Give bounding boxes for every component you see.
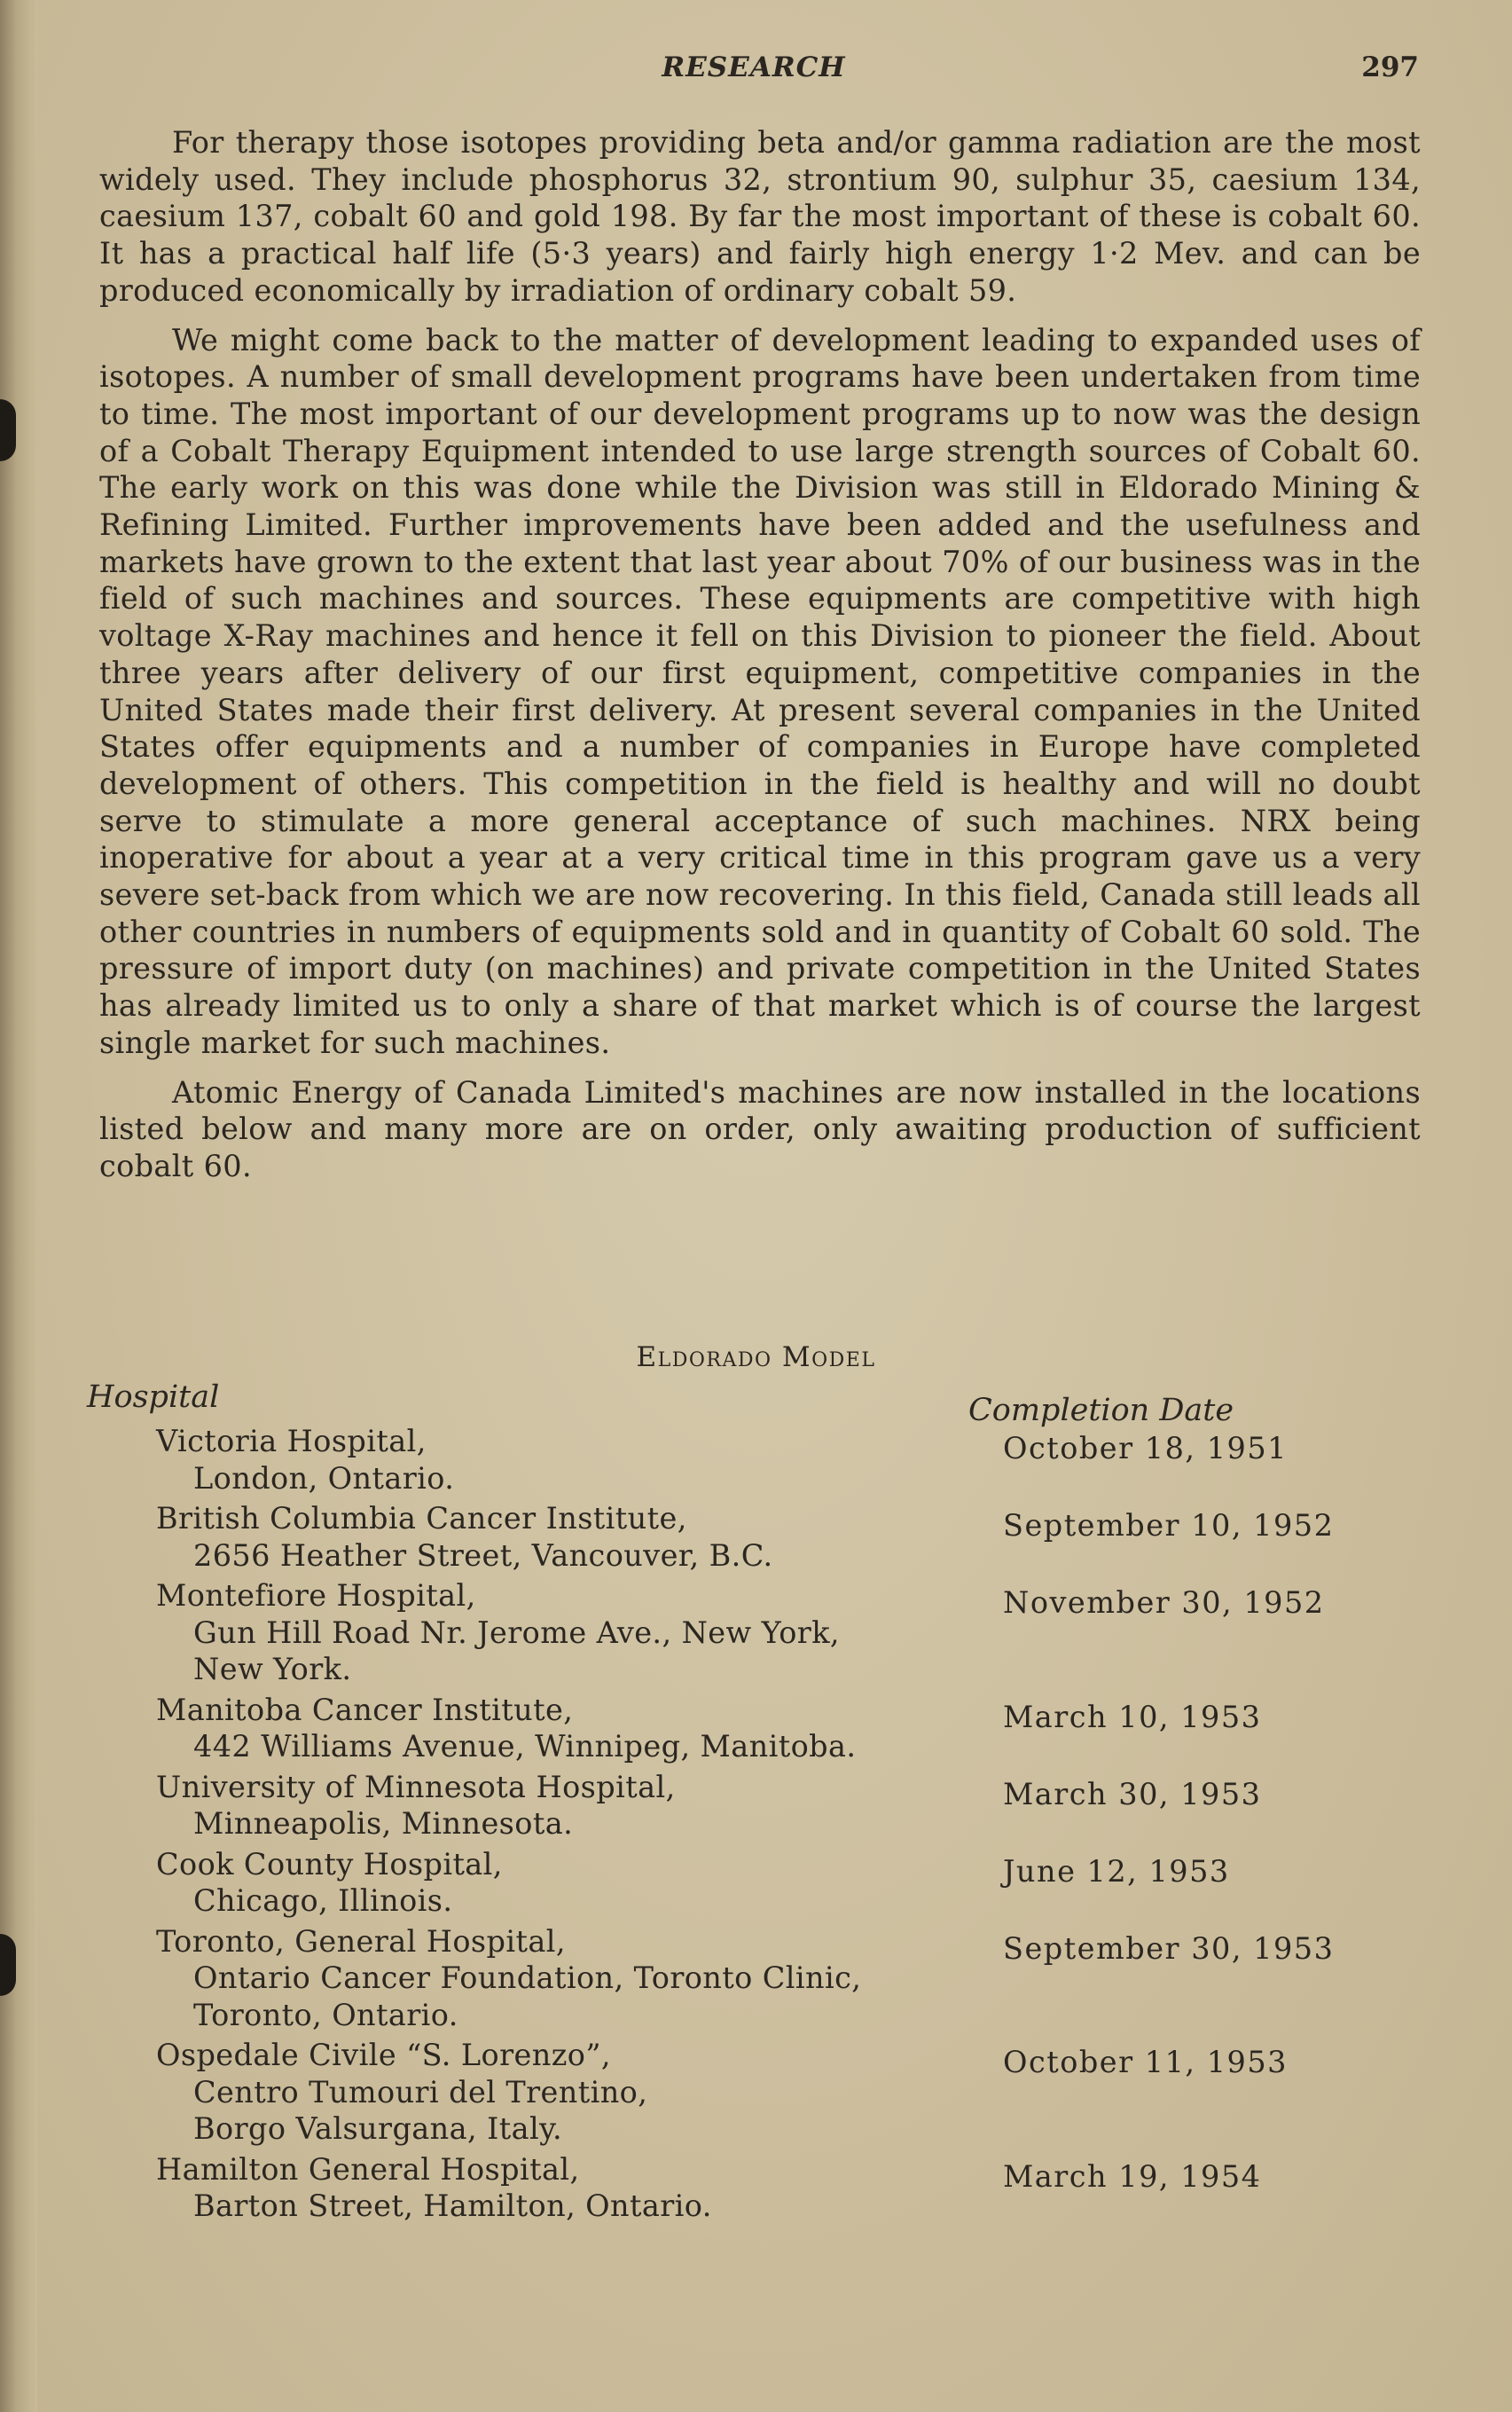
binding-gutter [0,0,37,2412]
hospital-entry [156,1923,1335,2034]
hospital-name: Montefiore Hospital, [156,1578,476,1613]
hospital-entry [156,1846,1327,1920]
hospital-name: Cook County Hospital, [156,1846,503,1882]
hospital-address [156,1769,972,1842]
hospital-entry [156,1577,1327,1688]
completion-date: June 12, 1953 [1003,1853,1230,1889]
completion-date: September 30, 1953 [1003,1930,1335,1966]
hospital-entry [156,1423,1327,1497]
column-header-completion-date: Completion Date [968,1393,1234,1428]
completion-date: March 19, 1954 [1003,2158,1262,2194]
hospital-name: Ospedale Civile “S. Lorenzo”, [156,2038,611,2072]
completion-date: November 30, 1952 [1003,1585,1325,1620]
completion-date: September 10, 1952 [1003,1508,1335,1543]
page-header [89,51,1419,96]
hospital-entry [156,1769,1327,1842]
body-text [99,124,1421,1198]
hospital-entry [156,1500,1335,1574]
paragraph: We might come back to the matter of development leading to expanded uses of isotopes. A number of small development programs have been undertaken from time to time. The most important of our development programs up to now was the design of a Cobalt Therapy Equipment intended to use large strength sources of Cobalt 60. The early work on this was done while the Division was still in Eldorado Mining & Refining Limited. Further improvements have been added and the usefulness and markets have grown to the extent that last year about 70% of our business was in the field of such machines and sources. These equipments are competitive with high voltage X-Ray machines and hence it fell on this Division to pioneer the field. About three years after delivery of our first equipment, competitive companies in the United States made their first delivery. At present several companies in the United States offer equipments and a number of companies in Europe have completed development of others. This competition in the field is healthy and will no doubt serve to stimulate a more general acceptance of such machines. NRX being inoperative for about a year at a very critical time in this program gave us a very severe set-back from which we are now recovering. In this field, Canada still leads all other countries in numbers of equipments sold and in quantity of Cobalt 60 sold. The pressure of import duty (on machines) and private competition in the United States has already limited us to only a share of that market which is of course the largest single market for such machines. [99,322,1421,1060]
hospital-address-line: Gun Hill Road Nr. Jerome Ave., New York, [193,1615,840,1650]
hospital-address [156,1692,972,1765]
table-title: Eldorado Model [636,1341,876,1373]
hospital-name: British Columbia Cancer Institute, [156,1501,687,1536]
hospital-entry [156,1692,1327,1765]
hospital-address [156,1423,972,1497]
binding-mark [0,1934,16,1996]
hospital-list [156,1423,1335,2228]
hospital-address [156,1500,972,1574]
hospital-address [156,1577,972,1688]
hospital-name: Toronto, General Hospital, [156,1923,566,1959]
hospital-address [156,2037,972,2148]
paragraph: Atomic Energy of Canada Limited's machines are now installed in the locations listed below and many more are on order, only awaiting production of sufficient cobalt 60. [99,1074,1421,1183]
completion-date: March 30, 1953 [1003,1776,1262,1811]
completion-date: March 10, 1953 [1003,1699,1262,1734]
hospital-address-line: Toronto, Ontario. [193,1997,458,2032]
completion-date: October 18, 1951 [1003,1431,1288,1465]
hospital-address-line: 2656 Heather Street, Vancouver, B.C. [193,1537,773,1573]
hospital-address [156,1846,972,1920]
hospital-address-line: Borgo Valsurgana, Italy. [193,2111,563,2146]
hospital-entry [156,2151,1327,2225]
hospital-address-line: London, Ontario. [193,1460,455,1496]
hospital-address-line: Centro Tumouri del Trentino, [193,2074,648,2110]
hospital-entry [156,2037,1327,2148]
paragraph: For therapy those isotopes providing beta and/or gamma radiation are the most widely used. They include phosphorus 32, strontium 90, sulphur 35, caesium 134, caesium 137, cobalt 60 and gold 198. By far the most important of these is cobalt 60. It has a practical half life (5·3 years) and fairly high energy 1·2 Mev. and can be produced economically by irradiation of ordinary cobalt 59. [99,125,1421,308]
hospital-name: Hamilton General Hospital, [156,2151,580,2187]
page-number: 297 [1361,51,1419,83]
hospital-address-line: Minneapolis, Minnesota. [193,1806,574,1841]
binding-mark [0,399,16,461]
running-head: RESEARCH [662,51,846,83]
hospital-name: Manitoba Cancer Institute, [156,1692,574,1727]
hospital-address [156,1923,972,2034]
completion-date: October 11, 1953 [1003,2045,1288,2079]
hospital-name: Victoria Hospital, [156,1424,427,1458]
hospital-address-line: New York. [193,1652,352,1686]
column-header-hospital: Hospital [87,1379,220,1415]
hospital-address-line: Barton Street, Hamilton, Ontario. [193,2188,712,2223]
hospital-address [156,2151,972,2225]
hospital-address-line: 442 Williams Avenue, Winnipeg, Manitoba. [193,1729,857,1764]
hospital-address-line: Ontario Cancer Foundation, Toronto Clinic, [193,1960,862,1995]
hospital-name: University of Minnesota Hospital, [156,1769,676,1804]
hospital-address-line: Chicago, Illinois. [193,1883,453,1918]
